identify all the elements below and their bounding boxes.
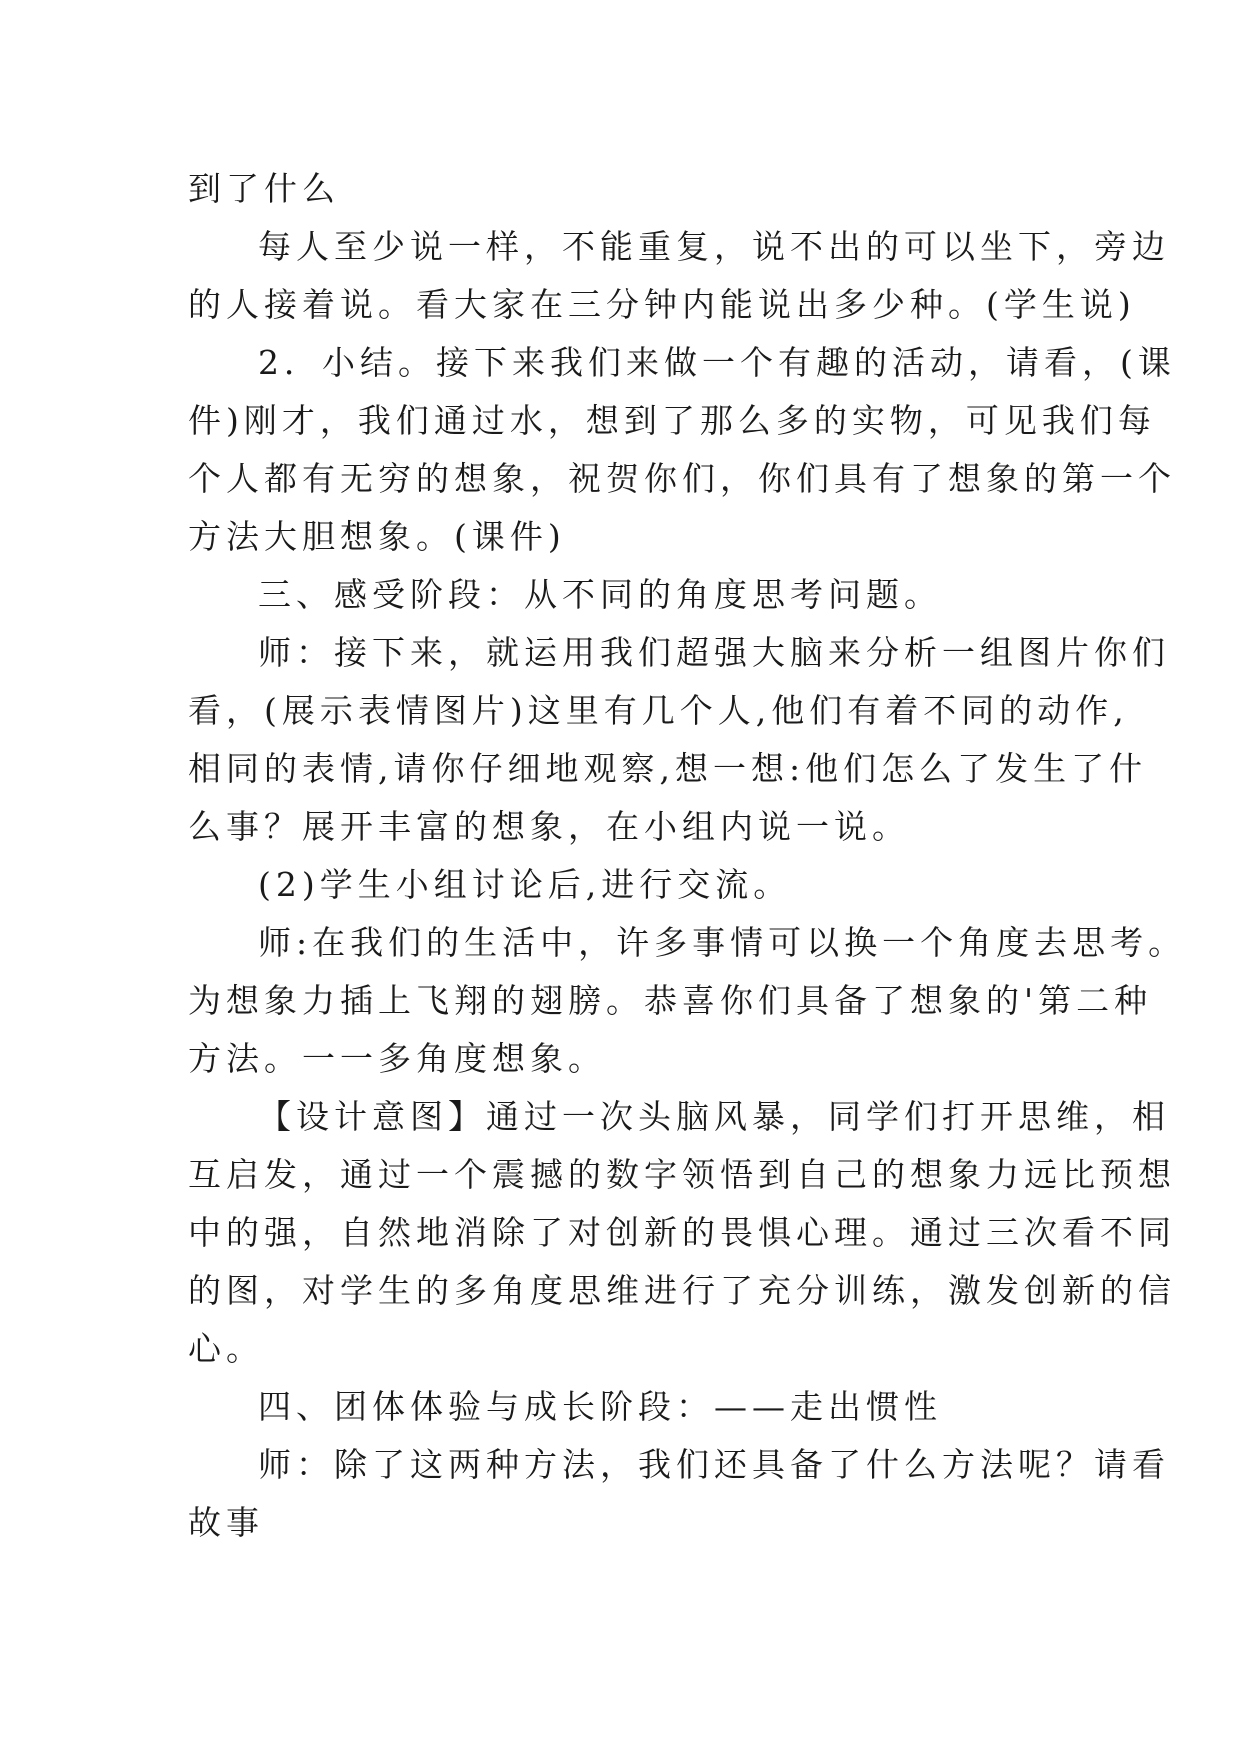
- text-line: 中的强，自然地消除了对创新的畏惧心理。通过三次看不同: [188, 1213, 1176, 1252]
- text-line: 每人至少说一样，不能重复，说不出的可以坐下，旁边: [258, 227, 1170, 266]
- text-line: 师:在我们的生活中，许多事情可以换一个角度去思考。: [258, 923, 1187, 962]
- section-heading: 三、感受阶段：从不同的角度思考问题。: [258, 575, 942, 614]
- body-text: [188, 160, 1187, 1552]
- text-line: (2)学生小组讨论后,进行交流。: [258, 865, 792, 904]
- text-line: 看，(展示表情图片)这里有几个人,他们有着不同的动作,: [188, 691, 1129, 730]
- text-line: 的图，对学生的多角度思维进行了充分训练，激发创新的信: [188, 1271, 1176, 1310]
- text-line: 件)刚才，我们通过水，想到了那么多的实物，可见我们每: [188, 401, 1156, 440]
- text-line: 故事: [188, 1503, 264, 1542]
- text-line: 师：接下来，就运用我们超强大脑来分析一组图片你们: [258, 633, 1170, 672]
- text-line: 方法大胆想象。(课件): [188, 517, 566, 556]
- text-line: 2．小结。接下来我们来做一个有趣的活动，请看，(课: [258, 343, 1176, 382]
- text-line: 个人都有无穷的想象，祝贺你们，你们具有了想象的第一个: [188, 459, 1176, 498]
- text-line: 互启发，通过一个震撼的数字领悟到自己的想象力远比预想: [188, 1155, 1176, 1194]
- text-line: 方法。一一多角度想象。: [188, 1039, 606, 1078]
- text-line: 为想象力插上飞翔的翅膀。恭喜你们具备了想象的'第二种: [188, 981, 1153, 1020]
- text-line: 么事？展开丰富的想象，在小组内说一说。: [188, 807, 910, 846]
- text-line: 相同的表情,请你仔细地观察,想一想:他们怎么了发生了什: [188, 749, 1148, 788]
- text-line: 心。: [188, 1329, 264, 1368]
- section-heading: 四、团体体验与成长阶段：——走出惯性: [258, 1387, 942, 1426]
- text-line: 师：除了这两种方法，我们还具备了什么方法呢？请看: [258, 1445, 1170, 1484]
- text-line: 【设计意图】通过一次头脑风暴，同学们打开思维，相: [258, 1097, 1170, 1136]
- text-line: 到了什么: [188, 169, 340, 208]
- text-line: 的人接着说。看大家在三分钟内能说出多少种。(学生说): [188, 285, 1136, 324]
